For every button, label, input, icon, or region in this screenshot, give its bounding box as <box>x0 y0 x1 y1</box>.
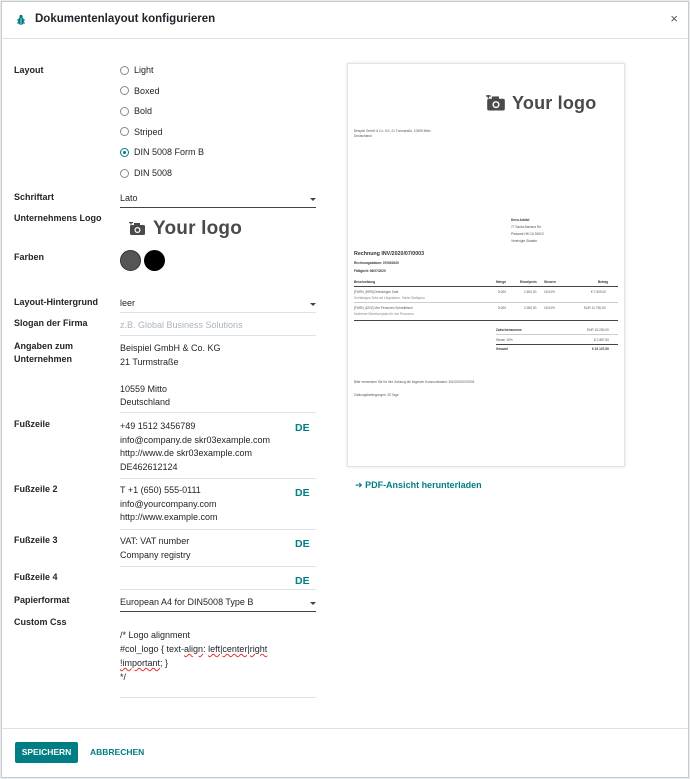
radio-circle-icon <box>120 86 129 95</box>
company-details-line: 10559 Mitto <box>120 383 168 394</box>
font-select-underline <box>120 207 316 208</box>
css-text-misspelled: !important <box>120 658 161 668</box>
company-details-line: Beispiel GmbH & Co. KG <box>120 343 221 353</box>
footer2-language-button[interactable]: DE <box>295 487 310 499</box>
layout-option-light[interactable] <box>120 64 154 76</box>
configure-layout-dialog <box>1 1 689 778</box>
company-details-line: Deutschland <box>120 397 171 407</box>
company-details-label-line1: Angaben zum <box>14 341 74 351</box>
preview-table-header-rule <box>354 286 618 287</box>
css-line-1 <box>120 629 190 643</box>
footer2-line: info@yourcompany.com <box>120 498 217 509</box>
preview-recipient-city: Pleasant Hill CA 94523 <box>511 232 544 236</box>
css-text: #col_logo { text- <box>120 644 185 654</box>
footer2-line: T +1 (650) 555-0111 <box>120 485 201 495</box>
layout-option-striped[interactable] <box>120 126 163 138</box>
download-pdf-label: PDF-Ansicht herunterladen <box>365 480 482 490</box>
company-details-line: 21 Turmstraße <box>120 356 179 367</box>
camera-plus-icon <box>129 222 146 236</box>
preview-row-amount: EUR 11.750,00 <box>584 306 606 310</box>
document-preview <box>347 63 625 467</box>
css-text: */ <box>120 672 127 682</box>
dialog-title: Dokumentenlayout konfigurieren <box>35 13 216 25</box>
footer2-textarea[interactable] <box>120 484 292 525</box>
css-text-misspelled: align <box>184 644 204 654</box>
radio-circle-icon <box>120 169 129 178</box>
preview-tax-value: $ 2.887,50 <box>594 338 610 342</box>
preview-total-label: Gesamt <box>496 347 508 351</box>
company-details-label-line2: Unternehmen <box>14 354 73 364</box>
custom-css-editor[interactable] <box>120 629 316 697</box>
radio-circle-icon <box>120 148 129 157</box>
radio-circle-icon <box>120 127 129 136</box>
preview-invoice-title: Rechnung INV/2020/07/0003 <box>354 251 425 257</box>
font-label: Schriftart <box>14 192 55 202</box>
preview-row-tax: 15.00% <box>544 306 555 310</box>
company-details-textarea[interactable] <box>120 342 316 410</box>
chevron-down-icon <box>310 602 316 605</box>
footer3-line: Company registry <box>120 549 191 560</box>
preview-table-end-rule <box>354 320 618 321</box>
preview-row-price: 2.350,00 <box>524 306 537 310</box>
footer1-underline <box>120 478 316 479</box>
paper-format-select[interactable]: European A4 for DIN5008 Type B <box>120 597 254 607</box>
company-details-underline <box>120 412 316 413</box>
footer3-underline <box>120 566 316 567</box>
footer4-underline <box>120 589 316 590</box>
layout-option-label: DIN 5008 Form B <box>134 147 205 158</box>
preview-table-header: Menge <box>496 280 507 284</box>
slogan-label: Slogan der Firma <box>14 318 88 328</box>
css-line-3 <box>120 657 168 671</box>
custom-css-label: Custom Css <box>14 617 67 627</box>
footer1-line: info@company.de skr03example.com <box>120 434 271 445</box>
footer1-label: Fußzeile <box>14 419 51 429</box>
camera-plus-icon <box>486 95 506 112</box>
preview-total-value: € 22.137,50 <box>592 347 609 351</box>
chevron-down-icon <box>310 303 316 306</box>
preview-row-tax: 15.00% <box>544 290 555 294</box>
download-pdf-link[interactable] <box>355 480 482 491</box>
preview-row-note: Moderner Bürotischplatz für vier Personen <box>354 312 414 316</box>
preview-due-date: Fälligkeit: 06/07/2020 <box>354 269 386 273</box>
font-select[interactable]: Lato <box>120 193 138 203</box>
footer3-line: VAT: VAT number <box>120 536 190 546</box>
company-logo-upload[interactable] <box>129 218 242 240</box>
css-line-4 <box>120 671 126 685</box>
footer4-label: Fußzeile 4 <box>14 572 58 582</box>
paper-format-label: Papierformat <box>14 595 70 605</box>
arrow-right-icon: ➜ <box>355 480 363 490</box>
preview-recipient-street: 77 Santa Barbara Rd <box>511 225 541 229</box>
preview-subtotal-value: EUR 19.250,00 <box>587 328 609 332</box>
css-line-2 <box>120 643 267 657</box>
preview-logo <box>486 93 596 114</box>
preview-payment-terms: Zahlungsbedingungen: 30 Tage <box>354 393 399 397</box>
preview-table-header: Beschreibung <box>354 280 376 284</box>
layout-option-din-5008[interactable] <box>120 167 172 179</box>
preview-row-rule <box>354 302 618 303</box>
layout-option-label: Bold <box>134 106 153 117</box>
preview-sender-line: Beispiel GmbH & Co. KG, 21 Turmstraße, 10559 Mitto <box>354 129 431 133</box>
save-button[interactable]: SPEICHERN <box>15 742 78 763</box>
background-select[interactable]: leer <box>120 298 136 308</box>
background-select-underline <box>120 312 316 313</box>
preview-invoice-date: Rechnungsdatum: 07/08/2020 <box>354 261 399 265</box>
preview-row-desc: [FURN_8220] Vier Personen Schreibtisch <box>354 306 413 310</box>
layout-option-din-5008-form-b[interactable] <box>120 146 204 158</box>
cancel-button[interactable]: ABBRECHEN <box>90 747 145 757</box>
footer4-language-button[interactable]: DE <box>295 575 310 587</box>
footer2-underline <box>120 529 316 530</box>
preview-sender-country: Deutschland <box>354 134 372 138</box>
footer2-line: http://www.example.com <box>120 512 218 522</box>
footer1-line: http://www.de skr03example.com <box>120 448 253 458</box>
layout-option-label: Boxed <box>134 85 160 96</box>
footer2-label: Fußzeile 2 <box>14 484 58 494</box>
css-text-misspelled: left|center|right <box>208 644 268 654</box>
company-logo-label: Unternehmens Logo <box>14 213 102 223</box>
footer1-line: +49 1512 3456789 <box>120 421 196 431</box>
layout-label: Layout <box>14 65 44 75</box>
paper-format-underline <box>120 611 316 612</box>
layout-option-label: Light <box>134 65 154 75</box>
preview-row-qty: 5.000 <box>498 306 506 310</box>
preview-row-note: Dreisitziges Sofa mit Liegesitzen. Farbe Stahlgrau <box>354 296 425 300</box>
background-label: Layout-Hintergrund <box>14 297 98 307</box>
layout-option-bold[interactable] <box>120 105 152 117</box>
custom-css-underline <box>120 697 316 698</box>
preview-payment-reference: Bitte verwenden Sie für Ihre Zahlung die folgende Kommunikation: INV/2020/07/0003 <box>354 380 475 384</box>
preview-subtotal-rule <box>496 334 618 335</box>
preview-row-price: 1.500,00 <box>524 290 537 294</box>
layout-option-boxed[interactable] <box>120 85 160 97</box>
footer4-textarea[interactable] <box>120 572 292 588</box>
slogan-input[interactable]: z.B. Global Business Solutions <box>120 320 243 330</box>
secondary-color-swatch[interactable] <box>144 250 165 271</box>
footer3-textarea[interactable] <box>120 535 292 562</box>
preview-subtotal-label: Zwischensumme <box>496 328 522 332</box>
preview-table-header: Betrag <box>598 280 609 284</box>
company-details-label <box>14 340 73 366</box>
close-icon[interactable]: × <box>670 11 678 26</box>
css-text: : <box>203 644 209 654</box>
preview-row-desc: [FURN_8999] Dreisitziges Sofa <box>354 290 399 294</box>
preview-row-qty: 5.000 <box>498 290 506 294</box>
footer3-label: Fußzeile 3 <box>14 535 58 545</box>
css-text: ; } <box>160 658 169 668</box>
slogan-input-underline <box>120 335 316 336</box>
colors-label: Farben <box>14 252 45 262</box>
preview-table-header: Steuern <box>544 280 556 284</box>
footer1-language-button[interactable]: DE <box>295 422 310 434</box>
preview-row-amount: € 7.500,00 <box>591 290 607 294</box>
company-details-line <box>120 369 316 383</box>
preview-recipient-name: Deco Addict <box>511 218 530 222</box>
preview-logo-text: Your logo <box>512 93 597 113</box>
css-comment-text: /* Logo alignment <box>120 630 191 640</box>
bug-icon <box>16 14 26 26</box>
preview-tax-rule <box>496 344 618 345</box>
dialog-header <box>2 2 688 39</box>
preview-table-header: Einzelpreis <box>520 280 537 284</box>
preview-tax-label: Steuer 15% <box>496 338 513 342</box>
radio-circle-icon <box>120 66 129 75</box>
chevron-down-icon <box>310 198 316 201</box>
primary-color-swatch[interactable] <box>120 250 141 271</box>
preview-recipient-country: Vereinigte Staaten <box>511 239 538 243</box>
logo-placeholder-text: Your logo <box>153 218 243 239</box>
radio-circle-icon <box>120 107 129 116</box>
footer3-language-button[interactable]: DE <box>295 538 310 550</box>
layout-option-label: DIN 5008 <box>134 168 173 178</box>
layout-option-label: Striped <box>134 126 163 137</box>
footer1-textarea[interactable] <box>120 420 292 474</box>
dialog-footer-divider <box>2 728 688 729</box>
footer1-line: DE462612124 <box>120 461 178 472</box>
